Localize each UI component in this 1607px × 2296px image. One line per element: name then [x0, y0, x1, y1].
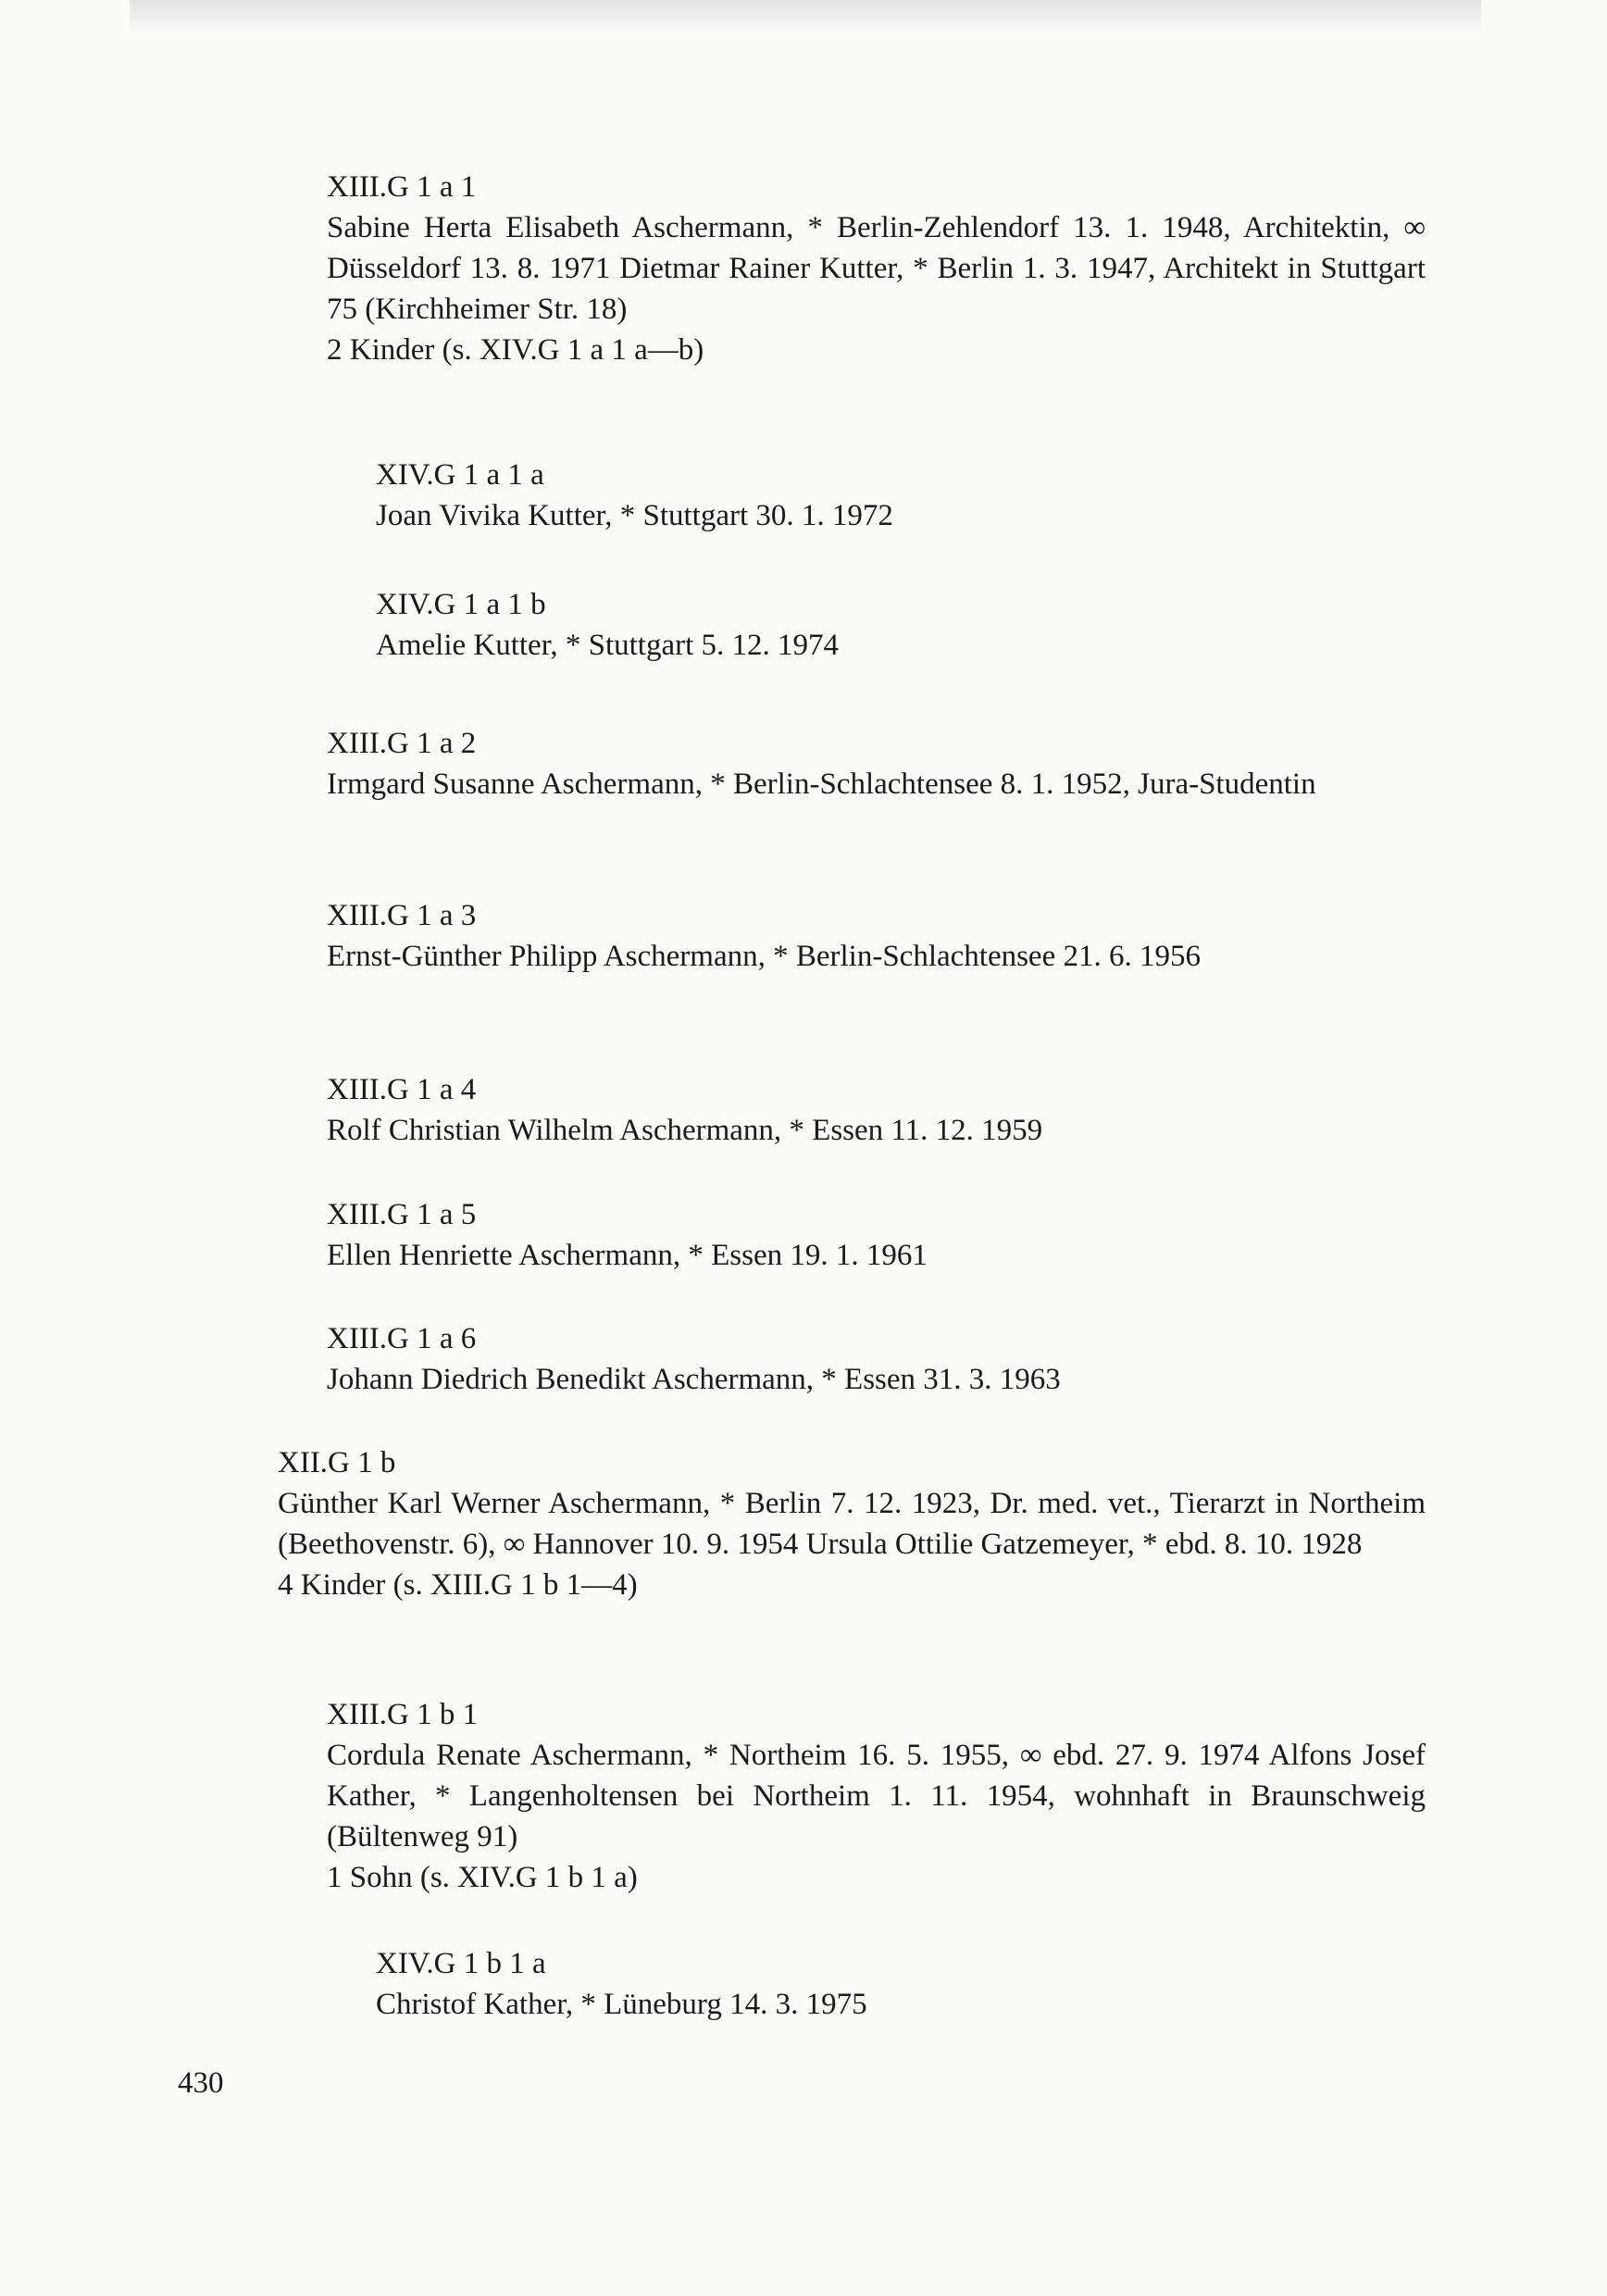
- genealogy-entry: [327, 1069, 1426, 1151]
- genealogy-entry: [327, 895, 1426, 977]
- entry-text: Johann Diedrich Benedikt Aschermann, * Essen 31. 3. 1963: [327, 1363, 1061, 1396]
- entry-text: Amelie Kutter, * Stuttgart 5. 12. 1974: [376, 629, 840, 662]
- genealogy-entry: [327, 167, 1426, 370]
- entry-text: Ernst-Günther Philipp Aschermann, * Berlin-Schlachtensee 21. 6. 1956: [327, 940, 1201, 973]
- entry-code: XIII.G 1 a 1: [327, 170, 477, 204]
- entry-children-note: 4 Kinder (s. XIII.G 1 b 1—4): [278, 1568, 638, 1602]
- genealogy-entry: [327, 1694, 1426, 1898]
- entry-text: Cordula Renate Aschermann, * Northeim 16. 5. 1955, ∞ ebd. 27. 9. 1974 Alfons Josef Kather, * Langenholtensen bei Northeim 1. 11. 1954, wohnhaft in Braunschweig (Bültenweg 91): [327, 1739, 1426, 1853]
- entry-code: XII.G 1 b: [278, 1446, 396, 1479]
- entry-code: XIII.G 1 a 2: [327, 727, 477, 760]
- page-number: 430: [178, 2066, 224, 2100]
- entry-code: XIV.G 1 a 1 a: [376, 458, 544, 492]
- genealogy-entry: [278, 1442, 1426, 1605]
- entry-text: Irmgard Susanne Aschermann, * Berlin-Schlachtensee 8. 1. 1952, Jura-Studentin: [327, 767, 1316, 801]
- entry-children-note: 2 Kinder (s. XIV.G 1 a 1 a—b): [327, 333, 704, 367]
- entry-code: XIV.G 1 a 1 b: [376, 588, 546, 621]
- entry-code: XIII.G 1 a 6: [327, 1322, 477, 1355]
- entry-text: Sabine Herta Elisabeth Aschermann, * Berlin-Zehlendorf 13. 1. 1948, Architektin, ∞ Düsseldorf 13. 8. 1971 Dietmar Rainer Kutter, * Berlin 1. 3. 1947, Architekt in Stuttgart 75 (Kirchheimer Str. 18): [327, 211, 1426, 326]
- genealogy-entry: [376, 455, 1426, 536]
- scan-shadow: [130, 0, 1481, 37]
- entry-text: Joan Vivika Kutter, * Stuttgart 30. 1. 1972: [376, 499, 893, 532]
- entry-text: Rolf Christian Wilhelm Aschermann, * Essen 11. 12. 1959: [327, 1114, 1043, 1147]
- entry-code: XIII.G 1 b 1: [327, 1698, 479, 1731]
- entry-code: XIV.G 1 b 1 a: [376, 1947, 546, 1980]
- entry-code: XIII.G 1 a 5: [327, 1198, 477, 1231]
- entry-text: Ellen Henriette Aschermann, * Essen 19. 1. 1961: [327, 1239, 928, 1272]
- genealogy-entry: [327, 1194, 1426, 1276]
- genealogy-entry: [327, 723, 1426, 805]
- entry-text: Günther Karl Werner Aschermann, * Berlin 7. 12. 1923, Dr. med. vet., Tierarzt in Northeim (Beethovenstr. 6), ∞ Hannover 10. 9. 1954 Ursula Ottilie Gatzemeyer, * ebd. 8. 10. 1928: [278, 1487, 1426, 1561]
- genealogy-entry: [327, 1318, 1426, 1400]
- entry-children-note: 1 Sohn (s. XIV.G 1 b 1 a): [327, 1861, 638, 1894]
- entry-text: Christof Kather, * Lüneburg 14. 3. 1975: [376, 1988, 867, 2021]
- genealogy-entry: [376, 584, 1426, 666]
- genealogy-entry: [376, 1943, 1426, 2025]
- entry-code: XIII.G 1 a 3: [327, 899, 477, 932]
- entry-code: XIII.G 1 a 4: [327, 1073, 477, 1106]
